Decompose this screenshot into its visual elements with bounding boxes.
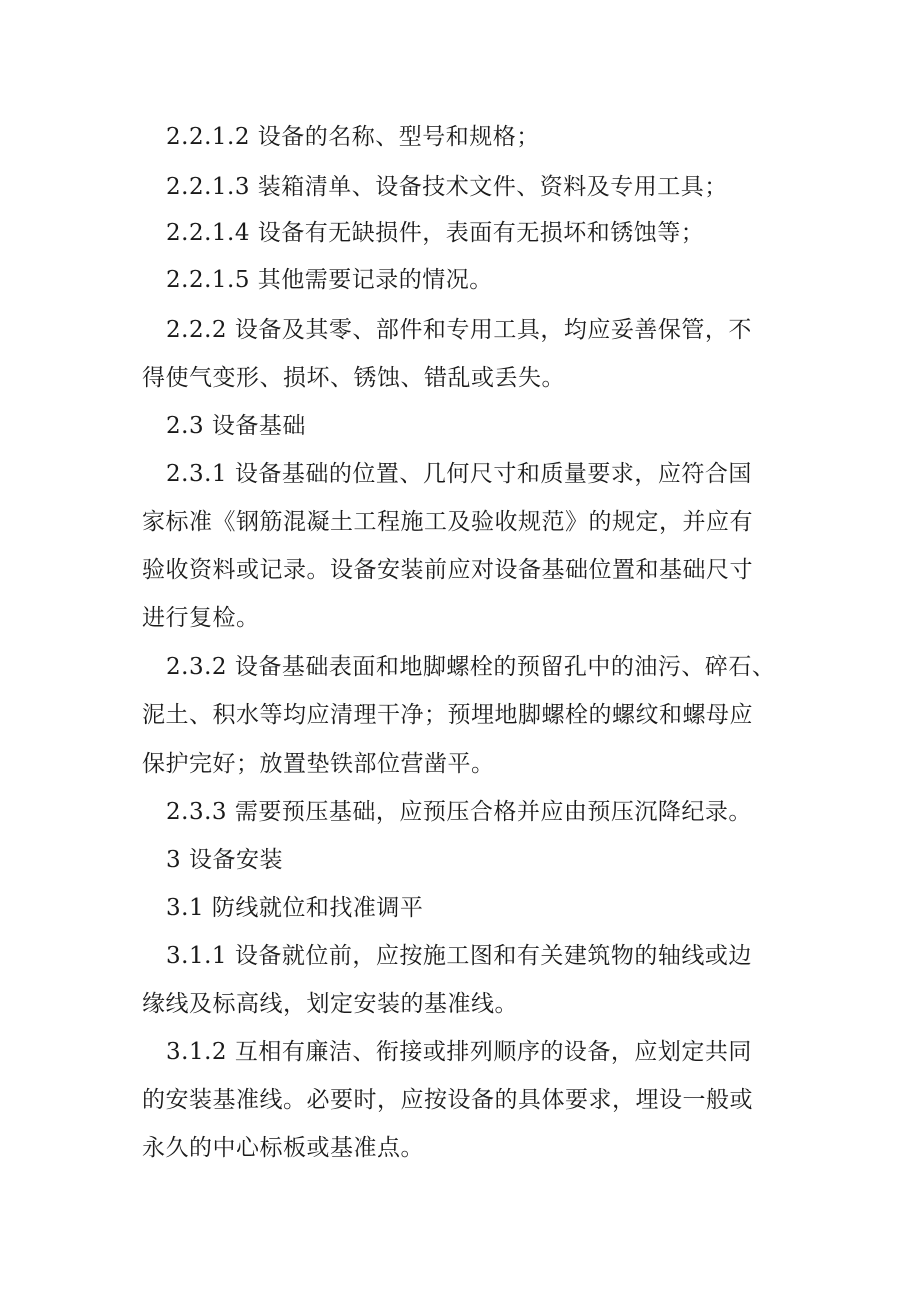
heading-2-3: 2.3 设备基础 <box>166 413 306 439</box>
text-line-2-3-1: 2.3.1 设备基础的位置、几何尺寸和质量要求，应符合国 <box>166 461 752 487</box>
text-line-2-3-1-cont-1: 家标准《钢筋混凝土工程施工及验收规范》的规定，并应有 <box>142 509 753 535</box>
text-line-2-2-2-cont: 得使气变形、损坏、锈蚀、错乱或丢失。 <box>142 365 565 391</box>
text-line-3-1-1: 3.1.1 设备就位前，应按施工图和有关建筑物的轴线或边 <box>166 943 752 969</box>
heading-3: 3 设备安装 <box>166 847 283 873</box>
text-line-2-3-2-cont-1: 泥土、积水等均应清理干净；预埋地脚螺栓的螺纹和螺母应 <box>142 702 753 728</box>
text-line-2-3-2-cont-2: 保护完好；放置垫铁部位营凿平。 <box>142 751 495 777</box>
text-line-2-2-1-5: 2.2.1.5 其他需要记录的情况。 <box>166 267 493 293</box>
text-line-3-1-2-cont-2: 永久的中心标板或基准点。 <box>142 1135 424 1161</box>
text-line-2-2-1-2: 2.2.1.2 设备的名称、型号和规格； <box>166 124 540 150</box>
text-line-2-3-1-cont-3: 进行复检。 <box>142 605 260 631</box>
text-line-3-1-2: 3.1.2 互相有廉洁、衔接或排列顺序的设备，应划定共同 <box>166 1039 752 1065</box>
text-line-2-3-3: 2.3.3 需要预压基础，应预压合格并应由预压沉降纪录。 <box>166 799 752 825</box>
text-line-2-2-1-3: 2.2.1.3 装箱清单、设备技术文件、资料及专用工具； <box>166 174 728 200</box>
heading-3-1: 3.1 防线就位和找准调平 <box>166 895 424 921</box>
text-line-2-3-2: 2.3.2 设备基础表面和地脚螺栓的预留孔中的油污、碎石、 <box>166 654 776 680</box>
text-line-3-1-1-cont: 缘线及标高线，划定安装的基准线。 <box>142 991 518 1017</box>
text-line-2-2-1-4: 2.2.1.4 设备有无缺损件，表面有无损坏和锈蚀等； <box>166 220 705 246</box>
text-line-2-3-1-cont-2: 验收资料或记录。设备安装前应对设备基础位置和基础尺寸 <box>142 557 753 583</box>
text-line-2-2-2: 2.2.2 设备及其零、部件和专用工具，均应妥善保管，不 <box>166 317 752 343</box>
text-line-3-1-2-cont-1: 的安装基准线。必要时，应按设备的具体要求，埋设一般或 <box>142 1087 753 1113</box>
